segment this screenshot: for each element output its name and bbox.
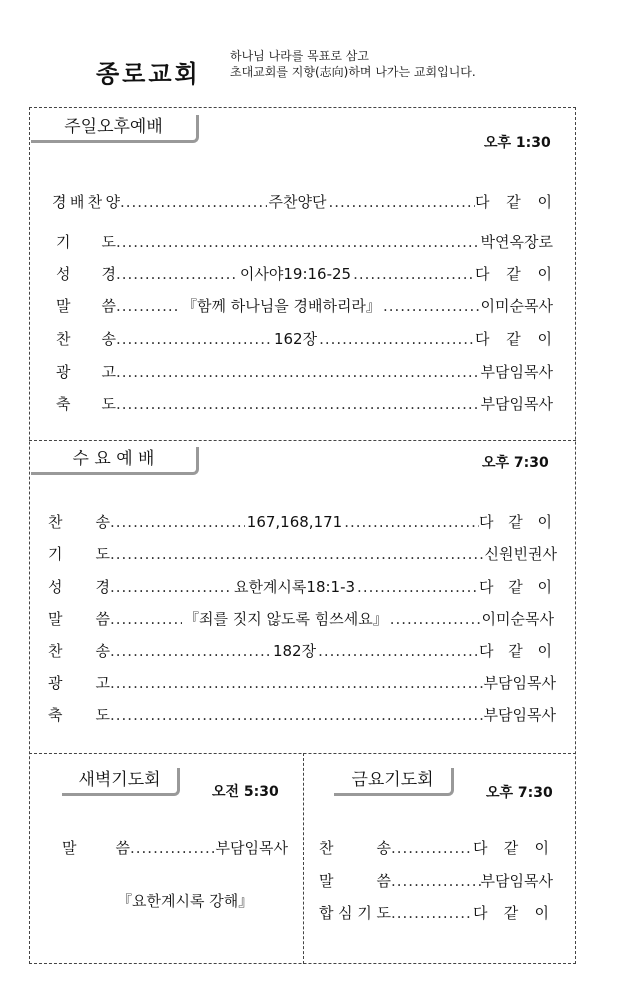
sermon-title: 『죄를 짓지 않도록 힘쓰세요』 bbox=[184, 610, 388, 628]
order-row: 축 도 ..... 부담임목사 bbox=[48, 704, 556, 726]
friday-prayer-title: 금요기도회 bbox=[334, 768, 454, 796]
friday-prayer-time: 오후 7:30 bbox=[486, 785, 553, 801]
order-item: 주찬양단 bbox=[268, 193, 327, 211]
order-leader: 부담임목사 bbox=[483, 706, 556, 724]
dawn-prayer-title: 새벽기도회 bbox=[62, 768, 180, 796]
order-item: 182장 bbox=[272, 642, 317, 660]
dawn-prayer-subject: 『요한계시록 강해』 bbox=[117, 892, 254, 910]
order-leader: 다 같 이 bbox=[479, 642, 552, 660]
order-leader: 이미순목사 bbox=[480, 297, 553, 315]
order-row: 합 심 기 도 ..... 다 같 이 bbox=[319, 902, 549, 924]
order-row: 성 경 ..... 요한계시록18:1-3 ..... 다 같 이 bbox=[48, 576, 552, 598]
order-row: 찬 송 ..... 다 같 이 bbox=[319, 837, 549, 859]
order-leader: 부담임목사 bbox=[483, 674, 556, 692]
order-row: 기 도 ..... 박연옥장로 bbox=[56, 231, 553, 253]
sunday-afternoon-time: 오후 1:30 bbox=[484, 135, 551, 151]
church-motto bbox=[230, 48, 476, 80]
order-row: 말 씀 ..... 『함께 하나님을 경배하리라』 ..... 이미순목사 bbox=[56, 295, 553, 317]
motto-line-1: 하나님 나라를 목표로 삼고 bbox=[230, 49, 369, 63]
order-leader: 신원빈권사 bbox=[484, 545, 557, 563]
order-item: 167,168,171 bbox=[246, 513, 343, 531]
order-row: 찬 송 ..... 162장 ..... 다 같 이 bbox=[56, 328, 552, 350]
order-leader: 박연옥장로 bbox=[480, 233, 553, 251]
order-row: 찬 송 ..... 182장 ..... 다 같 이 bbox=[48, 640, 552, 662]
order-leader: 다 같 이 bbox=[473, 839, 549, 857]
order-row: 말 씀 ..... 부담임목사 bbox=[62, 837, 288, 859]
order-leader: 부담임목사 bbox=[480, 872, 553, 890]
order-leader: 다 같 이 bbox=[475, 330, 552, 348]
order-row: 광 고 ..... 부담임목사 bbox=[56, 361, 553, 383]
order-leader: 다 같 이 bbox=[475, 193, 552, 211]
order-item: 요한계시록18:1-3 bbox=[233, 578, 356, 596]
wednesday-title: 수 요 예 배 bbox=[31, 447, 199, 475]
order-leader: 부담임목사 bbox=[480, 363, 553, 381]
church-name: 종로교회 bbox=[96, 59, 201, 88]
column-divider bbox=[303, 753, 304, 964]
order-row: 광 고 ..... 부담임목사 bbox=[48, 672, 556, 694]
order-item: 162장 bbox=[273, 330, 318, 348]
sunday-afternoon-title: 주일오후예배 bbox=[31, 115, 199, 143]
order-leader: 부담임목사 bbox=[215, 839, 288, 857]
order-leader: 다 같 이 bbox=[479, 578, 552, 596]
section-divider bbox=[29, 440, 576, 441]
order-leader: 이미순목사 bbox=[481, 610, 554, 628]
order-row: 성 경 ..... 이사야19:16-25 ..... 다 같 이 bbox=[56, 263, 552, 285]
order-row: 말 씀 ..... 부담임목사 bbox=[319, 870, 553, 892]
order-leader: 다 같 이 bbox=[473, 904, 549, 922]
order-leader: 다 같 이 bbox=[475, 265, 553, 283]
order-row: 찬 송 ..... 167,168,171 ..... 다 같 이 bbox=[48, 511, 552, 533]
dawn-prayer-time: 오전 5:30 bbox=[212, 784, 279, 800]
wednesday-time: 오후 7:30 bbox=[482, 455, 549, 471]
order-row: 기 도 ..... 신원빈권사 bbox=[48, 543, 557, 565]
order-leader: 부담임목사 bbox=[480, 395, 553, 413]
order-row: 경 배 찬 양 ..... 주찬양단 ..... 다 같 이 bbox=[52, 191, 552, 213]
sermon-title: 『함께 하나님을 경배하리라』 bbox=[182, 297, 381, 315]
order-leader: 다 같 이 bbox=[479, 513, 552, 531]
order-row: 축 도 ..... 부담임목사 bbox=[56, 393, 553, 415]
order-item: 이사야19:16-25 bbox=[239, 265, 352, 283]
order-row: 말 씀 ..... 『죄를 짓지 않도록 힘쓰세요』 ..... 이미순목사 bbox=[48, 608, 554, 630]
motto-line-2: 초대교회를 지향(志向)하며 나가는 교회입니다. bbox=[230, 65, 476, 79]
